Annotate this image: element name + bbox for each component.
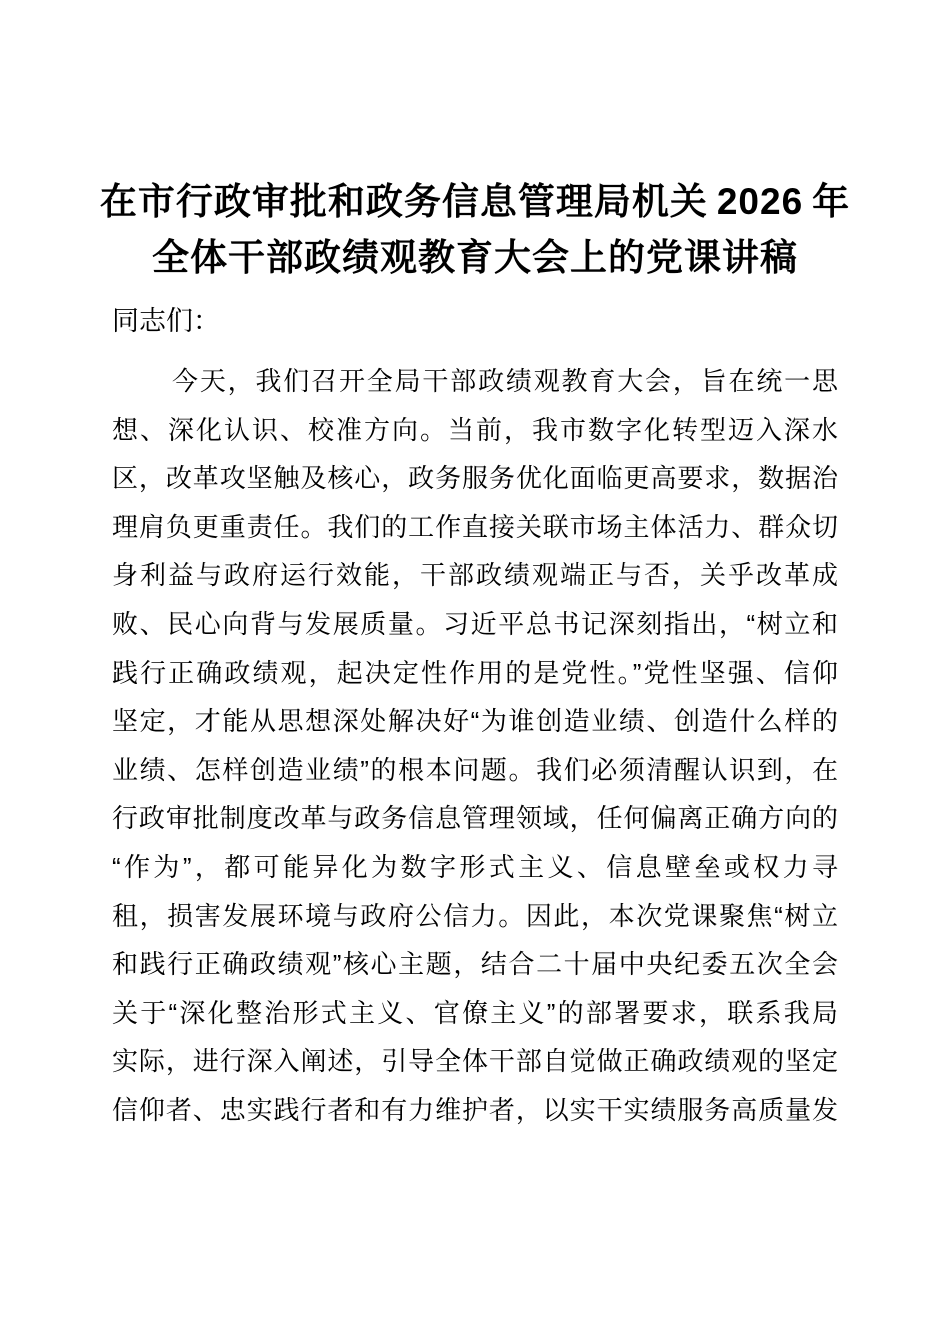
paragraph-line: 业绩、怎样创造业绩”的根本问题。我们必须清醒认识到，在: [112, 754, 838, 785]
title-prefix: 在市行政审批和政务信息管理局机关: [99, 181, 708, 222]
paragraph-line: 身利益与政府运行效能，干部政绩观端正与否，关乎改革成: [112, 560, 838, 591]
paragraph-line: 区，改革攻坚触及核心，政务服务优化面临更高要求，数据治: [112, 463, 838, 494]
paragraph-line: 实际，进行深入阐述，引导全体干部自觉做正确政绩观的坚定: [112, 1046, 838, 1077]
paragraph-line: 和践行正确政绩观”核心主题，结合二十届中央纪委五次全会: [112, 949, 838, 980]
paragraph-line: 租，损害发展环境与政府公信力。因此，本次党课聚焦“树立: [112, 900, 838, 931]
title-year: 2026: [716, 181, 804, 222]
paragraph-line: 败、民心向背与发展质量。习近平总书记深刻指出，“树立和: [112, 608, 838, 639]
paragraph-line: 坚定，才能从思想深处解决好“为谁创造业绩、创造什么样的: [112, 706, 838, 737]
paragraph-line: 关于“深化整治形式主义、官僚主义”的部署要求，联系我局: [112, 997, 838, 1028]
document-body: [112, 297, 838, 1135]
paragraph-line: “作为”，都可能异化为数字形式主义、信息壁垒或权力寻: [112, 851, 838, 882]
salutation: 同志们：: [112, 306, 220, 336]
paragraph-line: 理肩负更重责任。我们的工作直接关联市场主体活力、群众切: [112, 511, 838, 542]
title-line-2: 全体干部政绩观教育大会上的党课讲稿: [152, 237, 798, 278]
paragraph-line: 行政审批制度改革与政务信息管理领域，任何偏离正确方向的: [112, 803, 838, 834]
paragraph-line: 信仰者、忠实践行者和有力维护者，以实干实绩服务高质量发: [112, 1094, 838, 1125]
paragraph-line: 想、深化认识、校准方向。当前，我市数字化转型迈入深水: [112, 414, 838, 445]
paragraph-line: 践行正确政绩观，起决定性作用的是党性。”党性坚强、信仰: [112, 657, 838, 688]
title-line-1: [0, 174, 950, 230]
paragraph: [112, 357, 838, 1135]
title-suffix: 年: [812, 181, 851, 222]
paragraph-line: 今天，我们召开全局干部政绩观教育大会，旨在统一思: [172, 366, 838, 396]
document-title: [0, 174, 950, 286]
